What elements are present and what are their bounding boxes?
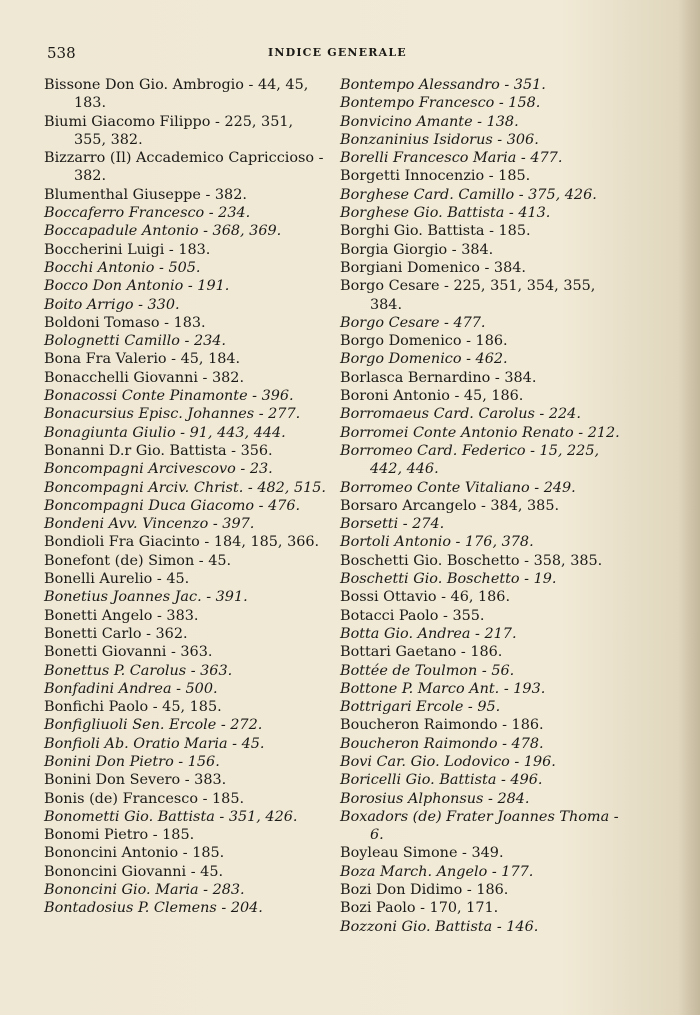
index-entry: Bocchi Antonio - 505. xyxy=(44,259,201,276)
index-entry: Bononcini Antonio - 185. xyxy=(44,845,225,862)
index-entry: Bonometti Gio. Battista - 351, 426. xyxy=(44,808,298,825)
index-entry: Bonacossi Conte Pinamonte - 396. xyxy=(44,388,294,405)
index-entry: Bonini Don Pietro - 156. xyxy=(44,753,220,770)
index-entry: Borgo Cesare - 477. xyxy=(340,314,486,331)
index-entry: Bontadosius P. Clemens - 204. xyxy=(44,900,263,917)
running-header xyxy=(0,44,700,64)
index-entry: Bottrigari Ercole - 95. xyxy=(340,699,501,716)
index-entry: Bovi Car. Gio. Lodovico - 196. xyxy=(340,753,556,770)
index-entry: Bondeni Avv. Vincenzo - 397. xyxy=(44,516,255,533)
index-entry: Borgo Cesare - 225, 351, 354, 355, 384. xyxy=(340,278,596,313)
index-entry: Bonacchelli Giovanni - 382. xyxy=(44,369,245,386)
index-entry: Bonagiunta Giulio - 91, 443, 444. xyxy=(44,424,286,441)
index-entry: Blumenthal Giuseppe - 382. xyxy=(44,186,247,203)
index-entry: Bonzaninius Isidorus - 306. xyxy=(340,131,539,148)
index-entry: Bonanni D.r Gio. Battista - 356. xyxy=(44,442,273,459)
index-entry: Bonis (de) Francesco - 185. xyxy=(44,790,245,807)
index-entry: Bononcini Gio. Maria - 283. xyxy=(44,882,245,899)
index-entry: Bonetti Giovanni - 363. xyxy=(44,644,213,661)
index-entry: Bottée de Toulmon - 56. xyxy=(340,662,515,679)
index-entry: Bona Fra Valerio - 45, 184. xyxy=(44,351,241,368)
index-entry: Bonfioli Ab. Oratio Maria - 45. xyxy=(44,735,265,752)
index-entry: Bottone P. Marco Ant. - 193. xyxy=(340,680,546,697)
index-entry: Bizzarro (Il) Accademico Capriccioso - 382. xyxy=(44,150,324,185)
index-entry: Boyleau Simone - 349. xyxy=(340,845,504,862)
index-entry: Borghese Card. Camillo - 375, 426. xyxy=(340,186,597,203)
index-entry: Bottari Gaetano - 186. xyxy=(340,644,503,661)
index-entry: Boccapadule Antonio - 368, 369. xyxy=(44,223,282,240)
index-entry: Botta Gio. Andrea - 217. xyxy=(340,625,517,642)
index-entry: Bonetius Joannes Jac. - 391. xyxy=(44,589,248,606)
index-entry: Bocco Don Antonio - 191. xyxy=(44,278,230,295)
index-entry: Borlasca Bernardino - 384. xyxy=(340,369,537,386)
index-entry: Boza March. Angelo - 177. xyxy=(340,863,534,880)
index-entry: Bontempo Alessandro - 351. xyxy=(340,77,546,93)
index-entry: Borsaro Arcangelo - 384, 385. xyxy=(340,497,560,514)
index-column-left xyxy=(44,76,326,918)
index-entry: Borromeo Conte Vitaliano - 249. xyxy=(340,479,576,496)
index-entry: Boito Arrigo - 330. xyxy=(44,296,180,313)
index-entry: Botacci Paolo - 355. xyxy=(340,607,485,624)
index-entry: Bozi Don Didimo - 186. xyxy=(340,882,509,899)
index-entry: Borghese Gio. Battista - 413. xyxy=(340,205,551,222)
index-entry: Borromei Conte Antonio Renato - 212. xyxy=(340,424,620,441)
index-entry: Boxadors (de) Frater Joannes Thoma - 6. xyxy=(340,808,619,844)
index-entry: Boschetti Gio. Boschetto - 19. xyxy=(340,571,557,588)
index-entry: Boccherini Luigi - 183. xyxy=(44,241,211,258)
index-entry: Bonfigliuoli Sen. Ercole - 272. xyxy=(44,717,263,734)
index-entry: Borelli Francesco Maria - 477. xyxy=(340,150,563,167)
index-entry: Bolognetti Camillo - 234. xyxy=(44,333,227,350)
index-entry: Borgetti Innocenzio - 185. xyxy=(340,168,531,185)
index-entry: Bonettus P. Carolus - 363. xyxy=(44,662,233,679)
index-entry: Boldoni Tomaso - 183. xyxy=(44,314,206,331)
index-entry: Bonini Don Severo - 383. xyxy=(44,772,227,789)
index-entry: Bonefont (de) Simon - 45. xyxy=(44,552,232,569)
index-entry: Borgo Domenico - 462. xyxy=(340,351,508,368)
index-entry: Bortoli Antonio - 176, 378. xyxy=(340,534,534,551)
index-entry: Bontempo Francesco - 158. xyxy=(340,95,541,112)
index-entry: Bononcini Giovanni - 45. xyxy=(44,863,224,880)
index-entry: Borgiani Domenico - 384. xyxy=(340,259,526,276)
index-entry: Borromaeus Card. Carolus - 224. xyxy=(340,406,581,423)
page-number: 538 xyxy=(47,44,76,62)
index-entry: Borromeo Card. Federico - 15, 225, 442, 446. xyxy=(340,442,600,478)
index-entry: Bonfichi Paolo - 45, 185. xyxy=(44,699,222,716)
index-entry: Biumi Giacomo Filippo - 225, 351, 355, 382. xyxy=(44,113,294,148)
index-entry: Bonacursius Episc. Johannes - 277. xyxy=(44,406,301,423)
index-entry: Bondioli Fra Giacinto - 184, 185, 366. xyxy=(44,534,320,551)
index-entry: Borgo Domenico - 186. xyxy=(340,333,508,350)
index-entry: Bonetti Angelo - 383. xyxy=(44,607,199,624)
index-entry: Boncompagni Arciv. Christ. - 482, 515. xyxy=(44,479,327,496)
index-entry: Bonomi Pietro - 185. xyxy=(44,827,195,844)
index-entry: Boncompagni Arcivescovo - 23. xyxy=(44,461,273,478)
index-entry: Boccaferro Francesco - 234. xyxy=(44,205,251,222)
index-entry: Borgia Giorgio - 384. xyxy=(340,241,494,258)
index-entry: Bozi Paolo - 170, 171. xyxy=(340,900,499,917)
index-entry: Bissone Don Gio. Ambrogio - 44, 45, 183. xyxy=(44,77,309,112)
index-entry: Bonfadini Andrea - 500. xyxy=(44,680,218,697)
index-entry: Bonvicino Amante - 138. xyxy=(340,113,519,130)
index-entry: Bonelli Aurelio - 45. xyxy=(44,571,190,588)
index-entry: Boricelli Gio. Battista - 496. xyxy=(340,772,543,789)
index-entry: Bossi Ottavio - 46, 186. xyxy=(340,589,511,606)
index-entry: Borosius Alphonsus - 284. xyxy=(340,790,530,807)
running-title: INDICE GENERALE xyxy=(268,46,407,59)
page-gutter-shadow xyxy=(678,0,700,1015)
index-entry: Bozzoni Gio. Battista - 146. xyxy=(340,918,539,935)
index-entry: Bonetti Carlo - 362. xyxy=(44,625,188,642)
index-entry: Boucheron Raimondo - 478. xyxy=(340,735,544,752)
index-entry: Boncompagni Duca Giacomo - 476. xyxy=(44,497,301,514)
index-entry: Borsetti - 274. xyxy=(340,516,445,533)
index-entry: Boschetti Gio. Boschetto - 358, 385. xyxy=(340,552,603,569)
index-column-right xyxy=(340,76,620,936)
index-entry: Borghi Gio. Battista - 185. xyxy=(340,223,531,240)
index-entry: Boucheron Raimondo - 186. xyxy=(340,717,544,734)
index-entry: Boroni Antonio - 45, 186. xyxy=(340,388,524,405)
